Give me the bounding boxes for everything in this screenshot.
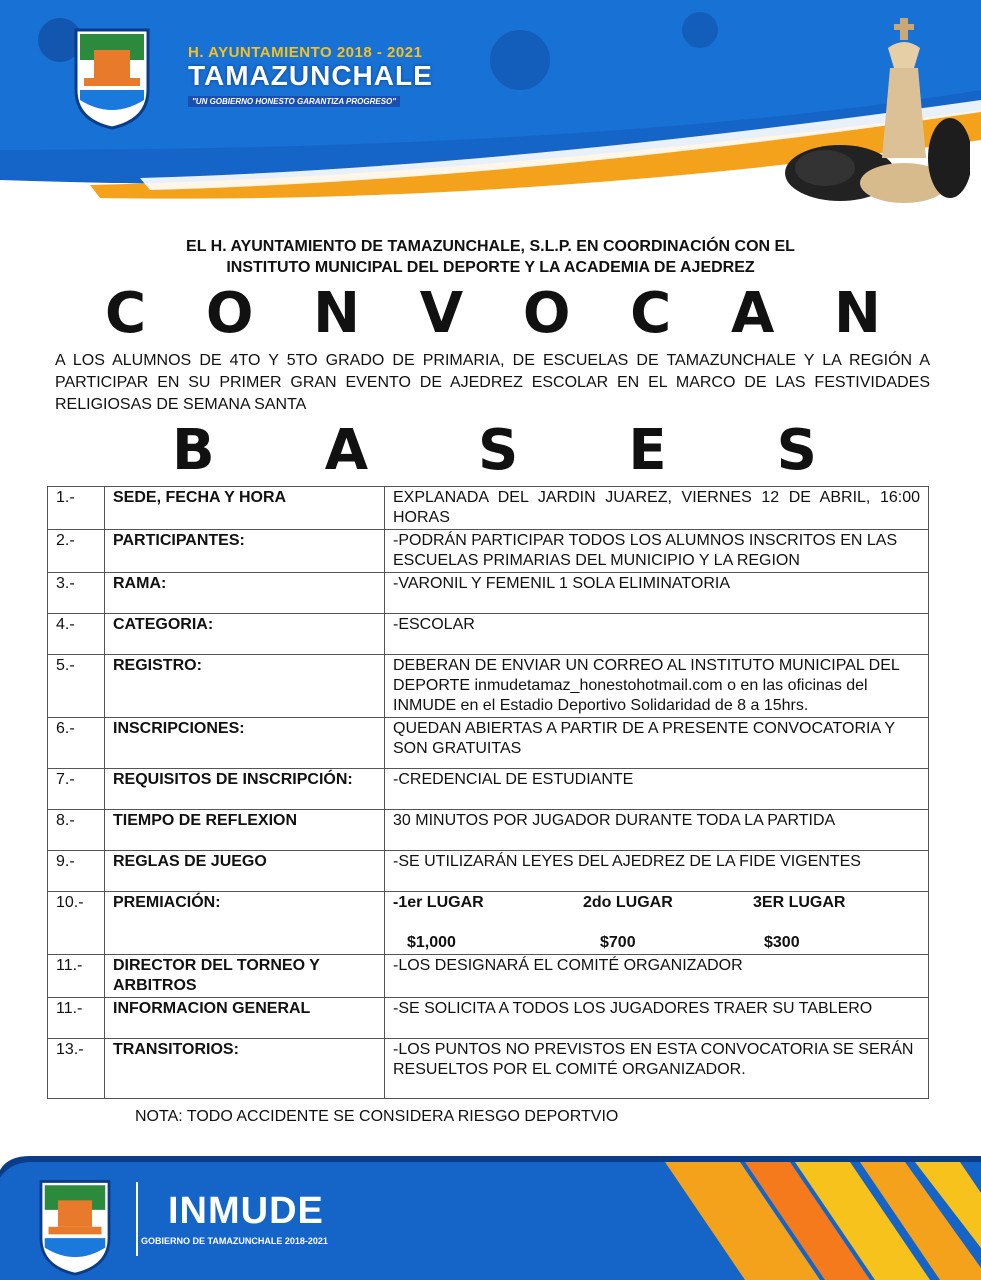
row-number: 5.- [48,655,105,718]
convocan-letter: O [522,281,571,346]
row-number: 11.- [48,998,105,1039]
bases-letter: S [776,418,817,483]
bases-table [47,486,929,1099]
row-label: INFORMACION GENERAL [105,998,385,1039]
convocan-letter: C [105,281,147,346]
row-value: -LOS DESIGNARÁ EL COMITÉ ORGANIZADOR [385,955,929,998]
bases-letter: A [324,418,369,483]
row-label: REGLAS DE JUEGO [105,851,385,892]
row-number: 9.- [48,851,105,892]
row-label: PREMIACIÓN: [105,892,385,955]
row-number: 3.- [48,573,105,614]
convocan-letter: V [419,281,464,346]
header-banner [0,0,981,215]
row-number: 10.- [48,892,105,955]
convocan-letter: A [730,281,775,346]
row-label: SEDE, FECHA Y HORA [105,487,385,530]
bases-letter: S [478,418,519,483]
table-row [48,851,929,892]
row-label: CATEGORIA: [105,614,385,655]
row-value: -CREDENCIAL DE ESTUDIANTE [385,769,929,810]
row-number: 7.- [48,769,105,810]
nota-text: NOTA: TODO ACCIDENTE SE CONSIDERA RIESGO DEPORTVIO [135,1108,619,1125]
table-row [48,998,929,1039]
footer-banner [0,1148,981,1280]
bases-letter: B [172,418,215,483]
header-line1: H. AYUNTAMIENTO 2018 - 2021 [188,44,423,61]
table-row [48,955,929,998]
row-number: 11.- [48,955,105,998]
footer-background [0,1148,981,1280]
bases-letter: E [628,418,667,483]
prize-amount-2: $700 [600,934,636,951]
row-label: TIEMPO DE REFLEXION [105,810,385,851]
inmude-logo [32,1172,118,1276]
prize-amount-3: $300 [764,934,800,951]
table-row [48,718,929,769]
row-value: -SE UTILIZARÁN LEYES DEL AJEDREZ DE LA FIDE VIGENTES [385,851,929,892]
table-row [48,655,929,718]
prize-amount-1: $1,000 [407,934,456,951]
row-value: -SE SOLICITA A TODOS LOS JUGADORES TRAER SU TABLERO [385,998,929,1039]
row-value: 30 MINUTOS POR JUGADOR DURANTE TODA LA PARTIDA [385,810,929,851]
row-number: 2.- [48,530,105,573]
row-number: 13.- [48,1039,105,1099]
convocan-letter: N [313,281,361,346]
footer-divider [136,1182,138,1256]
table-row [48,487,929,530]
prize-place-1: -1er LUGAR [393,894,484,911]
row-value: -PODRÁN PARTICIPAR TODOS LOS ALUMNOS INSCRITOS EN LAS ESCUELAS PRIMARIAS DEL MUNICIPIO Y LA REGION [385,530,929,573]
table-row [48,573,929,614]
header-line2: TAMAZUNCHALE [188,60,433,91]
header-slogan: "UN GOBIERNO HONESTO GARANTIZA PROGRESO" [188,96,400,107]
row-label: TRANSITORIOS: [105,1039,385,1099]
row-value: DEBERAN DE ENVIAR UN CORREO AL INSTITUTO MUNICIPAL DEL DEPORTE inmudetamaz_honestohotmail.com o en las oficinas del INMUDE en el Estadio Deportivo Solidaridad de 8 a 15hrs. [385,655,929,718]
table-row [48,1039,929,1099]
row-value: -LOS PUNTOS NO PREVISTOS EN ESTA CONVOCATORIA SE SERÁN RESUELTOS POR EL COMITÉ ORGANIZADOR. [385,1039,929,1099]
row-value: QUEDAN ABIERTAS A PARTIR DE A PRESENTE CONVOCATORIA Y SON GRATUITAS [385,718,929,769]
invitation-paragraph: A LOS ALUMNOS DE 4TO Y 5TO GRADO DE PRIMARIA, DE ESCUELAS DE TAMAZUNCHALE Y LA REGIÓN A PARTICIPAR EN SU PRIMER GRAN EVENTO DE AJEDREZ ESCOLAR EN EL MARCO DE LAS FESTIVIDADES RELIGIOSAS DE SEMANA SANTA [55,352,930,413]
row-number: 6.- [48,718,105,769]
prize-place-2: 2do LUGAR [583,894,673,911]
row-label: REGISTRO: [105,655,385,718]
bases-heading [172,420,817,482]
row-label: REQUISITOS DE INSCRIPCIÓN: [105,769,385,810]
table-row [48,614,929,655]
header-titles [188,44,433,109]
convocan-heading [105,283,881,345]
footer-subtitle: GOBIERNO DE TAMAZUNCHALE 2018-2021 [141,1236,328,1246]
row-value: -VARONIL Y FEMENIL 1 SOLA ELIMINATORIA [385,573,929,614]
convocan-letter: C [630,281,672,346]
convocan-letter: N [834,281,881,346]
intro-line2: INSTITUTO MUNICIPAL DEL DEPORTE Y LA ACADEMIA DE AJEDREZ [226,259,755,276]
row-label: INSCRIPCIONES: [105,718,385,769]
table-row [48,769,929,810]
table-row [48,530,929,573]
row-value: -ESCOLAR [385,614,929,655]
row-value: EXPLANADA DEL JARDIN JUAREZ, VIERNES 12 DE ABRIL, 16:00 HORAS [385,487,929,530]
prize-places [393,893,920,913]
prize-amounts [393,933,920,953]
chess-pieces-image [780,8,970,215]
row-number: 1.- [48,487,105,530]
footer-title: INMUDE [168,1190,324,1232]
row-number: 8.- [48,810,105,851]
intro-line1: EL H. AYUNTAMIENTO DE TAMAZUNCHALE, S.L.P. EN COORDINACIÓN CON EL [186,238,795,255]
row-number: 4.- [48,614,105,655]
row-label: PARTICIPANTES: [105,530,385,573]
prize-place-3: 3ER LUGAR [753,894,846,911]
prize-cell [385,892,929,955]
row-label: DIRECTOR DEL TORNEO Y ARBITROS [105,955,385,998]
table-row [48,892,929,955]
convocan-letter: O [205,281,254,346]
intro-heading [0,236,981,278]
tamazunchale-logo [72,20,152,130]
table-row [48,810,929,851]
row-label: RAMA: [105,573,385,614]
